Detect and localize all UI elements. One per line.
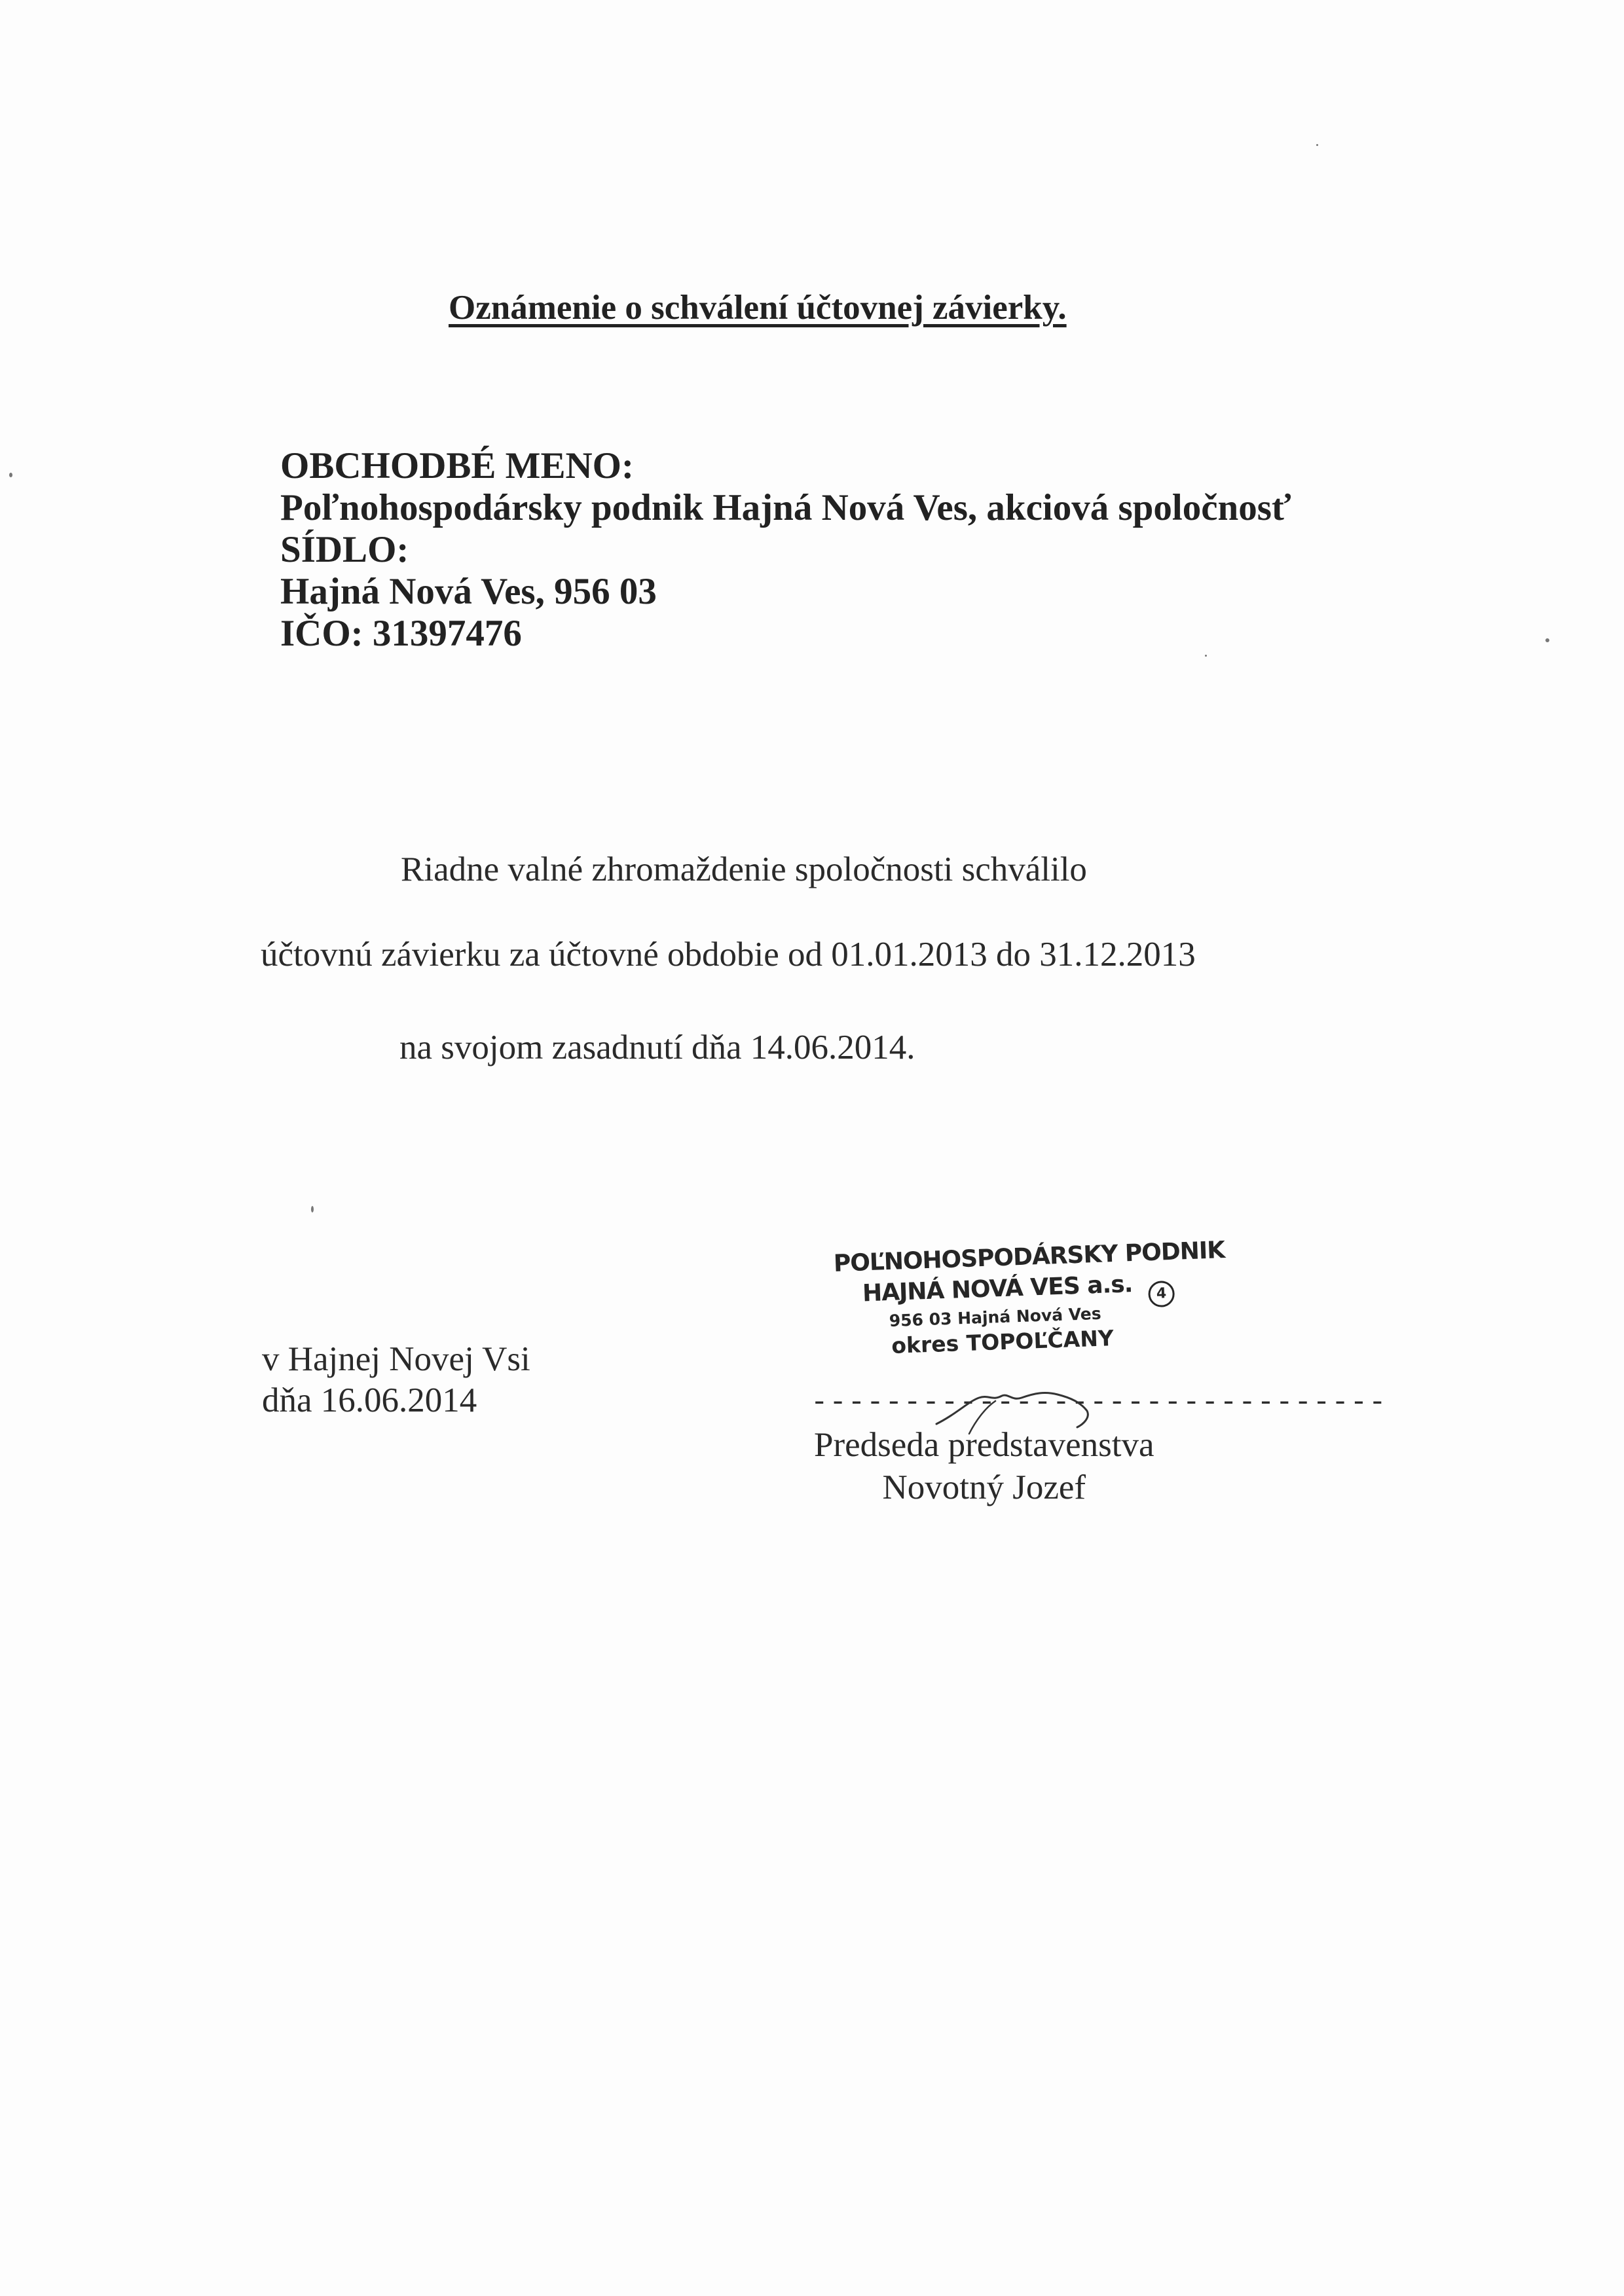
stamp-line-4: okres TOPOĽČANY (891, 1325, 1115, 1358)
scan-speck (1205, 655, 1207, 657)
body-line-meeting: na svojom zasadnutí dňa 14.06.2014. (399, 1029, 915, 1066)
date-text: dňa 16.06.2014 (262, 1381, 477, 1419)
company-name-value: Poľnohospodársky podnik Hajná Nová Ves, akciová spoločnosť (280, 487, 1291, 528)
stamp-line-3: 956 03 Hajná Nová Ves (889, 1303, 1102, 1331)
signer-name: Novotný Jozef (882, 1468, 1086, 1506)
signer-block (814, 1424, 1154, 1509)
document-title: Oznámenie o schválení účtovnej závierky. (449, 289, 1067, 327)
stamp-number-badge: 4 (1148, 1281, 1175, 1307)
company-seat-value: Hajná Nová Ves, 956 03 (280, 571, 657, 612)
scan-speck (311, 1206, 314, 1212)
signature-line: ------------------------------- (811, 1387, 1388, 1419)
scan-speck (1316, 144, 1318, 146)
body-line-period: účtovnú závierku za účtovné obdobie od 01.01.2013 do 31.12.2013 (261, 936, 1196, 974)
signer-role: Predseda predstavenstva (814, 1426, 1154, 1464)
company-name-label: OBCHODBÉ MENO: (280, 445, 634, 486)
stamp-line-2: HAJNÁ NOVÁ VES a.s. (862, 1271, 1134, 1307)
stamp-line-1: POĽNOHOSPODÁRSKY PODNIK (833, 1237, 1225, 1277)
body-line-approval: Riadne valné zhromaždenie spoločnosti schválilo (401, 850, 1087, 888)
company-block (280, 445, 1291, 655)
place-text: v Hajnej Novej Vsi (262, 1340, 530, 1378)
place-date-block (262, 1339, 530, 1421)
company-seat-label: SÍDLO: (280, 529, 409, 570)
scan-speck (1545, 638, 1549, 642)
company-ico: IČO: 31397476 (280, 613, 522, 654)
scan-speck (9, 473, 12, 477)
